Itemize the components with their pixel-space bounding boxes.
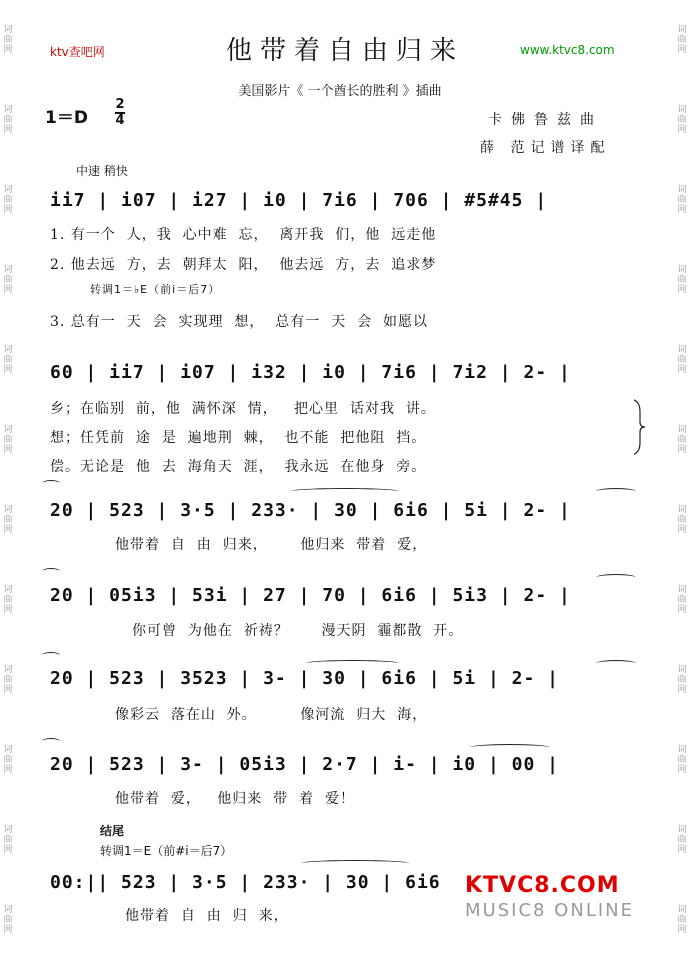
meter-bottom: 4 <box>115 112 125 128</box>
modulation-note-2: 转调1＝E（前#i＝后7） <box>100 844 233 858</box>
song-title: 他带着自由归来 <box>225 36 464 66</box>
tie-arc <box>42 568 60 575</box>
modulation-note-1: 转调1＝♭E（前i＝后7） <box>90 283 221 296</box>
song-subtitle: 美国影片《 一个酋长的胜利 》插曲 <box>238 84 442 99</box>
key-signature: 1＝D <box>45 108 88 128</box>
score-line-6-lyric: 他带着 爱， 他归来 带 着 爱！ <box>115 791 355 807</box>
tie-arc <box>42 480 60 487</box>
score-line-3-lyric: 他带着 自 由 归来， 他归来 带着 爱， <box>115 537 428 553</box>
score-line-4-notes: 20 | 05i3 | 53i | 27 | 70 | 6i6 | 5i3 | 2- | <box>50 585 571 606</box>
tie-arc <box>596 574 636 581</box>
slur-arc <box>470 744 550 751</box>
score-line-3-notes: 20 | 523 | 3·5 | 233· | 30 | 6i6 | 5i | 2- | <box>50 500 571 521</box>
score-line-2-notes: 60 | ii7 | i07 | i32 | i0 | 7i6 | 7i2 | 2- | <box>50 362 571 383</box>
time-signature <box>115 98 125 128</box>
meter-top: 2 <box>115 97 125 112</box>
left-watermark-strip: 词曲网 词曲网 词曲网 词曲网 词曲网 词曲网 词曲网 词曲网 词曲网 词曲网 词曲网 词曲网 <box>3 25 13 935</box>
left-site-watermark: ktv查吧网 <box>50 45 105 59</box>
score-line-2-lyric-3: 偿。无论是 他 去 海角天 涯， 我永远 在他身 旁。 <box>50 459 427 475</box>
slur-arc <box>290 488 400 495</box>
verse-brace <box>632 398 646 456</box>
translator-credit: 薛 范记谱译配 <box>480 140 611 156</box>
score-line-5-notes: 20 | 523 | 3523 | 3- | 30 | 6i6 | 5i | 2- | <box>50 668 559 689</box>
tempo-marking: 中速 稍快 <box>76 164 128 178</box>
right-watermark-strip: 词曲网 词曲网 词曲网 词曲网 词曲网 词曲网 词曲网 词曲网 词曲网 词曲网 词曲网 词曲网 <box>677 25 687 935</box>
composer-credit: 卡佛鲁兹曲 <box>488 112 603 128</box>
tie-arc <box>42 652 60 659</box>
ktvc8-logo: KTVC8.COM <box>465 873 620 898</box>
score-line-2-lyric-1: 乡；在临别 前，他 满怀深 情， 把心里 话对我 讲。 <box>50 401 436 417</box>
tie-arc <box>596 488 636 495</box>
score-line-7-notes: 00:|| 523 | 3·5 | 233· | 30 | 6i6 <box>50 872 441 893</box>
score-line-4-lyric: 你可曾 为他在 祈祷？ 漫天阴 霾都散 开。 <box>132 623 464 639</box>
score-line-1-lyric-1: 1. 有一个 人，我 心中难 忘， 离开我 们，他 远走他 <box>50 227 437 243</box>
score-line-6-notes: 20 | 523 | 3- | 05i3 | 2·7 | i- | i0 | 00 | <box>50 754 559 775</box>
score-line-1-lyric-2: 2. 他去远 方，去 朝拜太 阳， 他去远 方，去 追求梦 <box>50 257 437 273</box>
slur-arc <box>305 660 400 667</box>
ending-label: 结尾 <box>100 824 125 838</box>
tie-arc <box>42 738 60 745</box>
tie-arc <box>596 660 636 667</box>
slur-arc <box>300 860 410 867</box>
score-line-7-lyric: 他带着 自 由 归 来， <box>125 908 289 924</box>
right-site-watermark: www.ktvc8.com <box>520 43 615 57</box>
logo-subtext: MUSIC8 ONLINE <box>465 900 634 921</box>
score-line-2-lyric-2: 想；任凭前 途 是 遍地荆 棘， 也不能 把他阻 挡。 <box>50 430 427 446</box>
score-line-1-lyric-3: 3. 总有一 天 会 实现理 想， 总有一 天 会 如愿以 <box>50 314 429 330</box>
score-line-5-lyric: 像彩云 落在山 外。 像河流 归大 海， <box>115 707 428 723</box>
score-line-1-notes: ii7 | i07 | i27 | i0 | 7i6 | 706 | #5#45 | <box>50 190 548 211</box>
